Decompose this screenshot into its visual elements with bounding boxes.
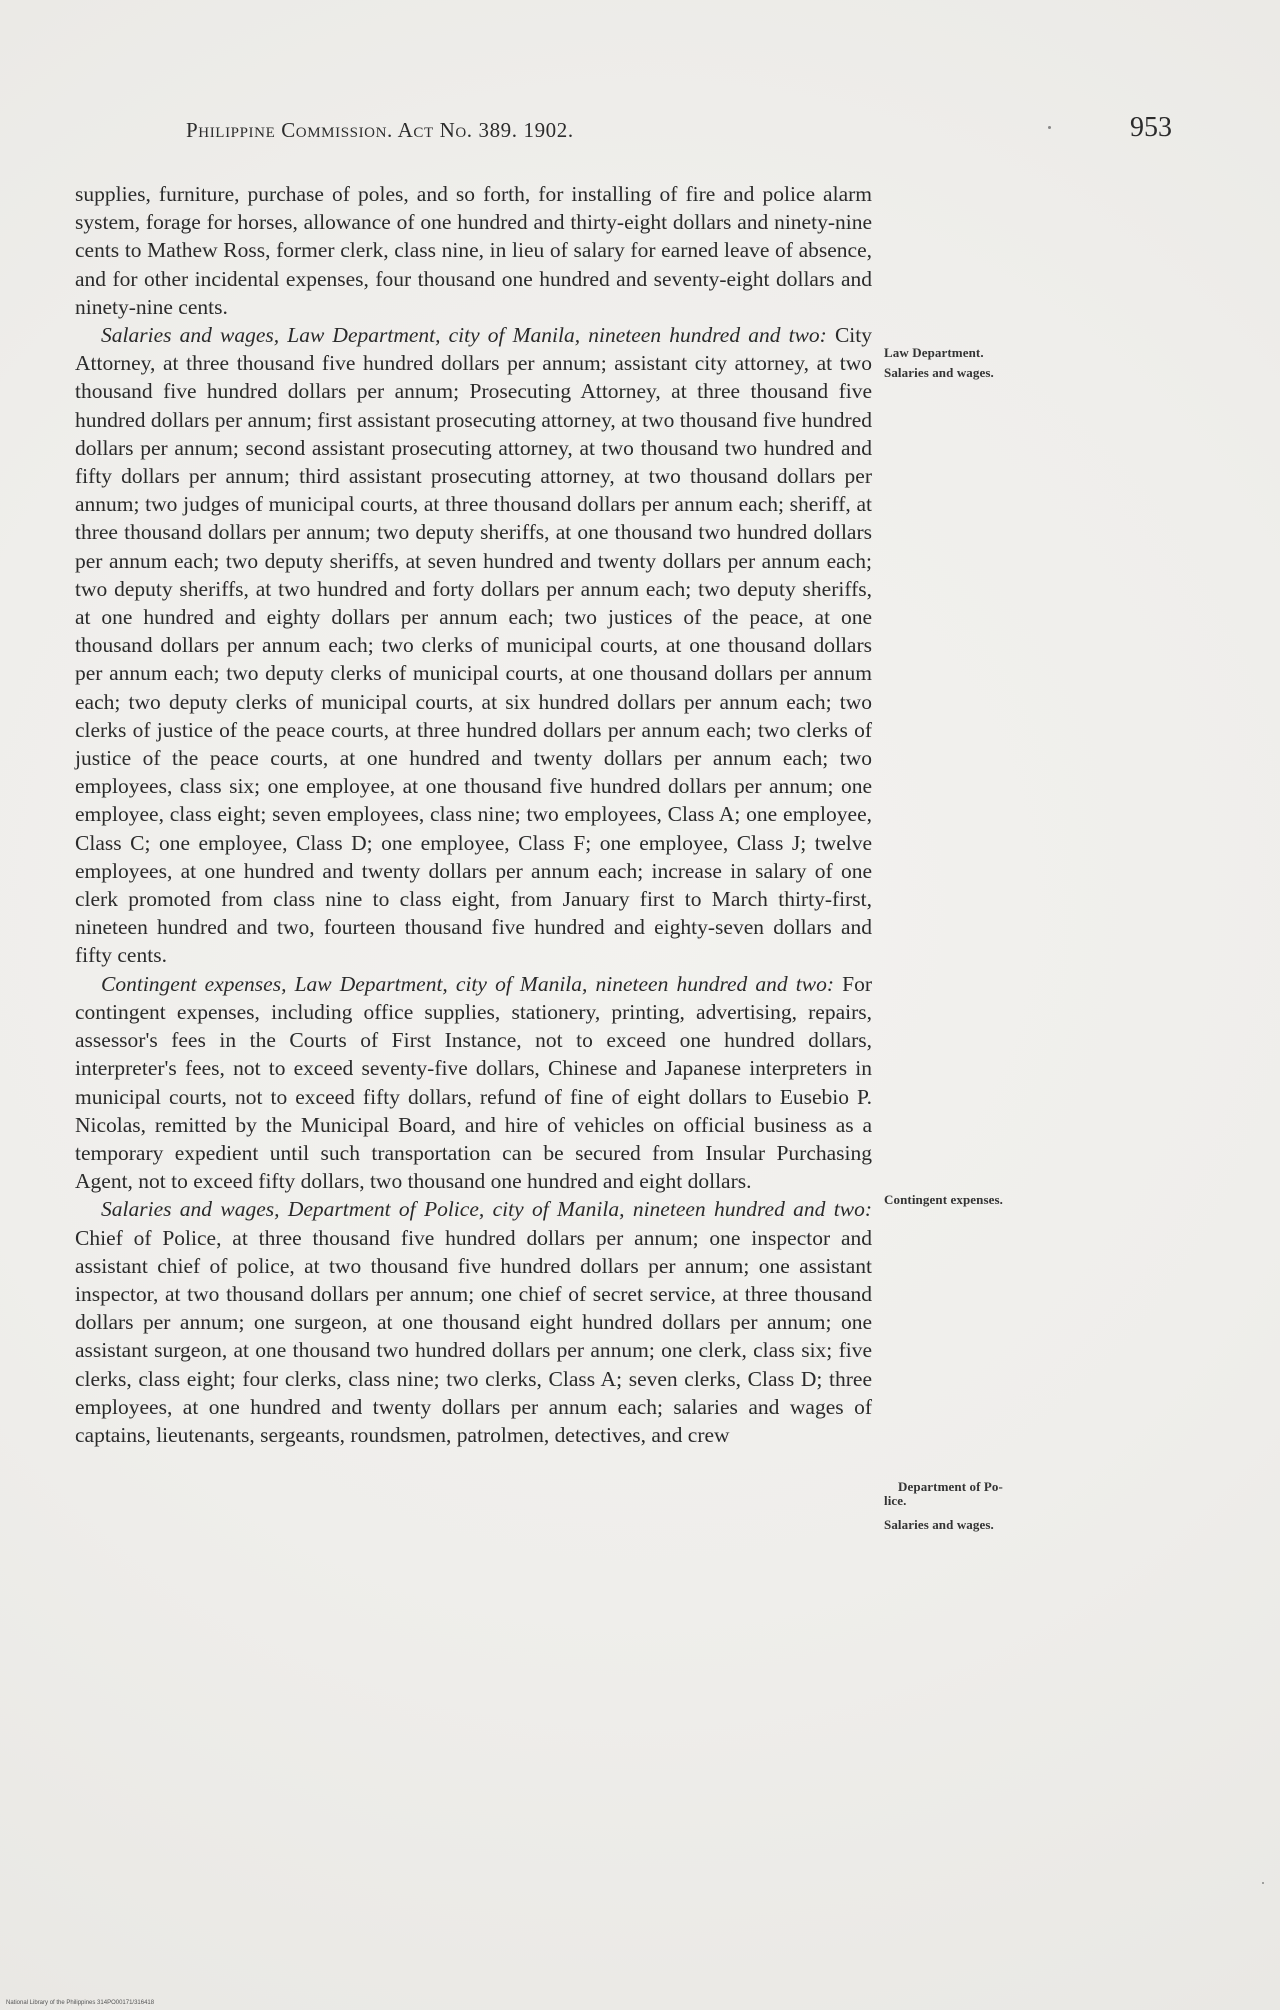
paragraph-text: supplies, furniture, purchase of poles, and so forth, for installing of fire and police alarm system, forage for horses, allowance of one hundred and thirty-eight dollars and ninety-nine cents to Mathew Ross, former clerk, class nine, in lieu of salary for earned leave of absence, and for other incidental expenses, four thousand one hundred and seventy-eight dollars and ninety-nine cents.: [75, 182, 872, 319]
paragraph-text: Chief of Police, at three thousand five hundred dollars per annum; one inspector and assistant chief of police, at two thousand five hundred dollars per annum; one assistant inspector, at two thousand dollars per annum; one chief of secret service, at three thousand dollars per annum; one surgeon, at one thousand eight hundred dollars per annum; one assistant surgeon, at one thousand two hundred dollars per annum; one clerk, class six; five clerks, class eight; four clerks, class nine; two clerks, Class A; seven clerks, Class D; three employees, at one hundred and twenty dollars per annum each; salaries and wages of captains, lieutenants, sergeants, roundsmen, patrolmen, detectives, and crew: [75, 1225, 872, 1447]
margin-note-law-salaries: Salaries and wages.: [884, 365, 994, 380]
paragraph-text: For contingent expenses, including office supplies, stationery, printing, advertising, repairs, assessor's fees in the Courts of First Instance, not to exceed one hundred dollars, interpreter's fees, not to exceed seventy-five dollars, Chinese and Japanese interpreters in municipal courts, not to exceed fifty dollars, refund of fine of eight dollars to Eusebio P. Nicolas, remitted by the Municipal Board, and hire of vehicles on official business as a temporary expedient until such transportation can be secured from Insular Purchasing Agent, not to exceed fifty dollars, two thousand one hundred and eight dollars.: [75, 971, 872, 1194]
paragraph-heading: Salaries and wages, Department of Police, city of Manila, nineteen hundred and two:: [101, 1197, 872, 1222]
paragraph-heading: Contingent expenses, Law Department, city of Manila, nineteen hundred and two:: [101, 971, 835, 996]
margin-note-police-department: Department of Po-: [898, 1479, 1003, 1494]
page-number: 953: [1130, 112, 1172, 143]
margin-note-contingent: Contingent expenses.: [884, 1192, 1004, 1207]
print-speck: [1262, 1882, 1264, 1884]
paragraph-continuation: [75, 180, 872, 321]
paragraph-law-contingent: [75, 970, 872, 1196]
paragraph-law-salaries: [75, 321, 872, 970]
margin-note-police-department-cont: lice.: [884, 1493, 907, 1508]
paragraph-police-salaries: [75, 1195, 872, 1449]
paragraph-heading: Salaries and wages, Law Department, city of Manila, nineteen hundred and two:: [101, 323, 827, 348]
body-text: [75, 180, 872, 1449]
footer-credit: National Library of the Philippines 314PO00171/316418: [6, 2000, 155, 2006]
margin-note-law-department: Law Department.: [884, 345, 984, 360]
running-head: Philippine Commission. Act No. 389. 1902.: [186, 118, 574, 142]
paragraph-text: City Attorney, at three thousand five hundred dollars per annum; assistant city attorney, at two thousand five hundred dollars per annum; Prosecuting Attorney, at three thousand five hundred dollars per annum; first assistant prosecuting attorney, at two thousand five hundred dollars per annum; second assistant prosecuting attorney, at two thousand two hundred and fifty dollars per annum; third assistant prosecuting attorney, at two thousand dollars per annum; two judges of municipal courts, at three thousand dollars per annum each; sheriff, at three thousand dollars per annum; two deputy sheriffs, at one thousand two hundred dollars per annum each; two deputy sheriffs, at seven hundred and twenty dollars per annum each; two deputy sheriffs, at two hundred and forty dollars per annum each; two deputy sheriffs, at one hundred and eighty dollars per annum each; two justices of the peace, at one thousand dollars per annum each; two clerks of municipal courts, at one thousand dollars per annum each; two deputy clerks of municipal courts, at one thousand dollars per annum each; two deputy clerks of municipal courts, at six hundred dollars per annum each; two clerks of justice of the peace courts, at three hundred dollars per annum each; two clerks of justice of the peace courts, at one hundred and twenty dollars per annum each; two employees, class six; one employee, at one thousand five hundred dollars per annum; one employee, class eight; seven employees, class nine; two employees, Class A; one employee, Class C; one employee, Class D; one employee, Class F; one employee, Class J; twelve employees, at one hundred and twenty dollars per annum each; increase in salary of one clerk promoted from class nine to class eight, from January first to March thirty-first, nineteen hundred and two, fourteen thousand five hundred and eighty-seven dollars and fifty cents.: [75, 323, 872, 968]
print-speck: [1048, 126, 1051, 129]
margin-note-police-salaries: Salaries and wages.: [884, 1517, 994, 1532]
